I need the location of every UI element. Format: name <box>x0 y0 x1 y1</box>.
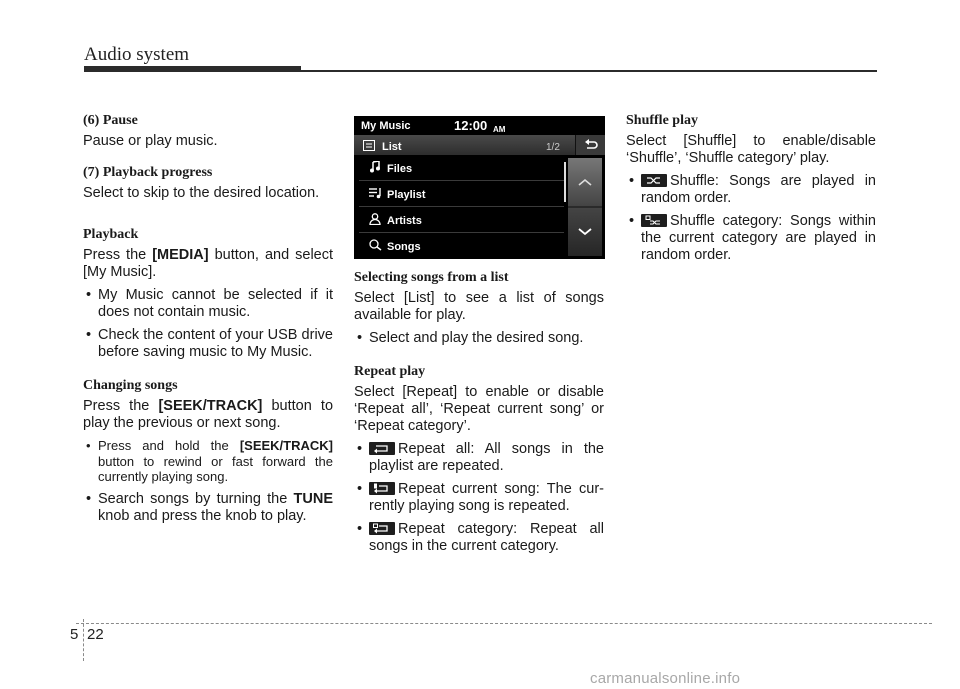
heading-changing-songs: Changing songs <box>83 378 178 393</box>
footer-page-number: 22 <box>87 626 104 643</box>
scroll-indicator <box>564 162 566 202</box>
bullet-repeat-current: • Repeat current song: The cur-rently playing song is repeated. <box>354 481 604 515</box>
media-key-label: [MEDIA] <box>152 247 209 263</box>
bullet-repeat-all: • Repeat all: All songs in the playlist are repeated. <box>354 441 604 475</box>
bullet-playback-1: • My Music cannot be selected if it does not contain music. <box>83 287 333 321</box>
footer-rule <box>76 623 932 624</box>
column-1 <box>83 112 333 531</box>
scroll-control <box>568 158 602 256</box>
list-item-playlist[interactable]: Playlist <box>359 182 564 207</box>
text-changing-songs: Press the [SEEK/TRACK] button to play the previous or next song. <box>83 398 334 431</box>
list-item-artists[interactable]: Artists <box>359 208 564 233</box>
bullet-playback-2: • Check the content of your USB drive before saving music to My Music. <box>83 327 333 361</box>
chevron-down-icon <box>578 228 592 236</box>
heading-repeat-play: Repeat play <box>354 364 426 379</box>
text-selecting-songs: Select [List] to see a list of songs available for play. <box>354 290 604 323</box>
repeat-category-icon <box>369 522 395 535</box>
bullet-changing-2: • Search songs by turning the TUNE knob and press the knob to play. <box>83 491 333 525</box>
bullet-changing-1: • Press and hold the [SEEK/TRACK] button to rewind or fast forward the currently playing song. <box>83 438 333 485</box>
text-pause: Pause or play music. <box>83 133 218 149</box>
shuffle-icon <box>641 174 667 187</box>
list-label: List <box>382 141 402 153</box>
scroll-down-button[interactable] <box>568 208 602 256</box>
my-music-screen <box>354 116 605 259</box>
person-icon <box>369 213 381 225</box>
list-item-files[interactable]: Files <box>359 156 564 181</box>
seek-track-key-label: [SEEK/TRACK] <box>158 398 263 414</box>
header-rule-thick <box>84 66 301 72</box>
bullet-select-song: • Select and play the desired song. <box>354 330 604 347</box>
page-header-title: Audio system <box>84 44 190 65</box>
screen-status-bar <box>354 116 605 133</box>
heading-selecting-songs: Selecting songs from a list <box>354 270 509 285</box>
heading-shuffle-play: Shuffle play <box>626 113 698 128</box>
list-item-songs[interactable]: Songs <box>359 234 564 258</box>
heading-pause: (6) Pause <box>83 113 138 128</box>
page-indicator: 1/2 <box>546 142 560 153</box>
watermark: carmanualsonline.info <box>590 670 741 687</box>
list-button[interactable] <box>354 135 605 155</box>
back-icon <box>584 139 598 151</box>
scroll-up-button[interactable] <box>568 158 602 206</box>
bullet-shuffle-category: • Shuffle category: Songs within the current category are played in random order. <box>626 213 876 264</box>
footer-section-number: 5 <box>70 626 79 643</box>
text-playback-progress: Select to skip to the desired location. <box>83 185 320 201</box>
playlist-icon <box>369 187 382 199</box>
text-shuffle-play: Select [Shuffle] to enable/disable ‘Shuffle’, ‘Shuffle category’ play. <box>626 133 876 166</box>
repeat-all-icon <box>369 442 395 455</box>
text-playback: Press the [MEDIA] button, and select [My Music]. <box>83 247 334 280</box>
shuffle-category-icon <box>641 214 667 227</box>
text-repeat-play: Select [Repeat] to enable or disable ‘Repeat all’, ‘Repeat current song’ or ‘Repeat category’. <box>354 384 604 434</box>
heading-playback: Playback <box>83 227 139 242</box>
chevron-up-icon <box>578 178 592 186</box>
list-icon <box>363 140 375 151</box>
repeat-one-icon <box>369 482 395 495</box>
heading-playback-progress: (7) Playback progress <box>83 165 213 180</box>
screen-clock: 12:00 <box>454 118 488 133</box>
back-button[interactable] <box>575 135 605 155</box>
header-rule-thin <box>301 70 877 72</box>
screen-ampm: AM <box>493 125 506 134</box>
song-search-icon <box>369 239 382 251</box>
bullet-shuffle: • Shuffle: Songs are played in random order. <box>626 173 876 207</box>
footer-divider <box>83 619 84 661</box>
column-2 <box>354 116 604 561</box>
screen-app-title: My Music <box>361 120 411 132</box>
music-note-icon <box>369 161 381 173</box>
column-3 <box>626 112 876 270</box>
bullet-repeat-category: • Repeat category: Repeat all songs in the current category. <box>354 521 604 555</box>
